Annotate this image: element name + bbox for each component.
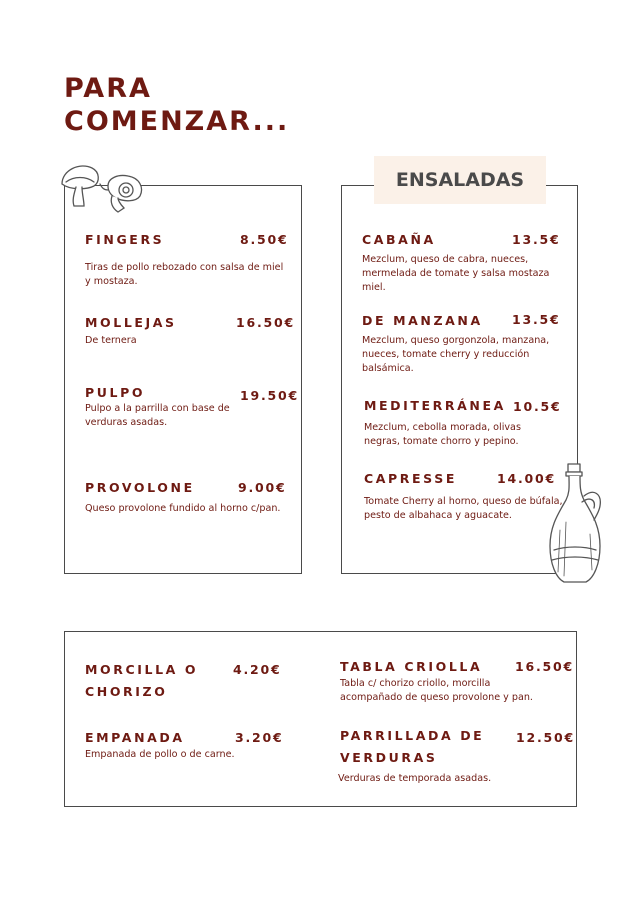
menu-item-desc: De ternera xyxy=(85,335,137,346)
menu-item-price: 8.50€ xyxy=(240,232,289,247)
menu-item-desc: Tabla c/ chorizo criollo, morcilla acompañado de queso provolone y pan. xyxy=(340,678,533,703)
menu-item-price: 13.5€ xyxy=(512,312,561,327)
menu-item-name: CAPRESSE xyxy=(364,471,457,486)
menu-item-price: 16.50€ xyxy=(236,315,296,330)
oil-bottle-icon xyxy=(544,460,606,586)
title-line-2: COMENZAR... xyxy=(64,106,290,137)
title-line-1: PARA xyxy=(64,73,152,104)
menu-item-price: 14.00€ xyxy=(497,471,557,486)
menu-item-name: EMPANADA xyxy=(85,730,185,745)
menu-item-price: 13.5€ xyxy=(512,232,561,247)
menu-item-desc: Mezclum, queso gorgonzola, manzana, nueces, tomate cherry y reducción balsámica. xyxy=(362,335,550,374)
menu-item-price: 4.20€ xyxy=(233,662,282,677)
menu-item-desc: Verduras de temporada asadas. xyxy=(338,773,492,784)
menu-item-desc: Empanada de pollo o de carne. xyxy=(85,749,235,760)
menu-item-name: PARRILLADA DE VERDURAS xyxy=(340,728,485,765)
section-heading: ENSALADAS xyxy=(374,156,546,204)
menu-item-price: 12.50€ xyxy=(516,730,576,745)
menu-item-price: 9.00€ xyxy=(238,480,287,495)
mushrooms-icon xyxy=(56,160,148,218)
menu-item-name: MEDITERRÁNEA xyxy=(364,398,506,413)
menu-item-name: PROVOLONE xyxy=(85,480,195,495)
menu-item-price: 19.50€ xyxy=(240,388,300,403)
menu-item-desc: Tiras de pollo rebozado con salsa de miel y mostaza. xyxy=(85,262,284,287)
menu-item-name: MORCILLA O CHORIZO xyxy=(85,662,199,699)
menu-item-desc: Queso provolone fundido al horno c/pan. xyxy=(85,503,281,514)
menu-item-name: PULPO xyxy=(85,385,146,400)
menu-item-name: FINGERS xyxy=(85,232,165,247)
menu-item-desc: Mezclum, queso de cabra, nueces, mermelada de tomate y salsa mostaza miel. xyxy=(362,254,550,293)
menu-item-price: 16.50€ xyxy=(515,659,575,674)
menu-item-name: CABAÑA xyxy=(362,232,436,247)
menu-item-name: DE MANZANA xyxy=(362,313,483,328)
menu-item-name: TABLA CRIOLLA xyxy=(340,659,483,674)
page-title xyxy=(64,72,289,138)
menu-item-price: 3.20€ xyxy=(235,730,284,745)
menu-item-price: 10.5€ xyxy=(513,399,562,414)
menu-item-desc: Mezclum, cebolla morada, olivas negras, tomate chorro y pepino. xyxy=(364,422,521,447)
menu-item-desc: Pulpo a la parrilla con base de verduras asadas. xyxy=(85,403,230,428)
menu-item-desc: Tomate Cherry al horno, queso de búfala, pesto de albahaca y aguacate. xyxy=(364,496,563,521)
menu-item-name: MOLLEJAS xyxy=(85,315,177,330)
